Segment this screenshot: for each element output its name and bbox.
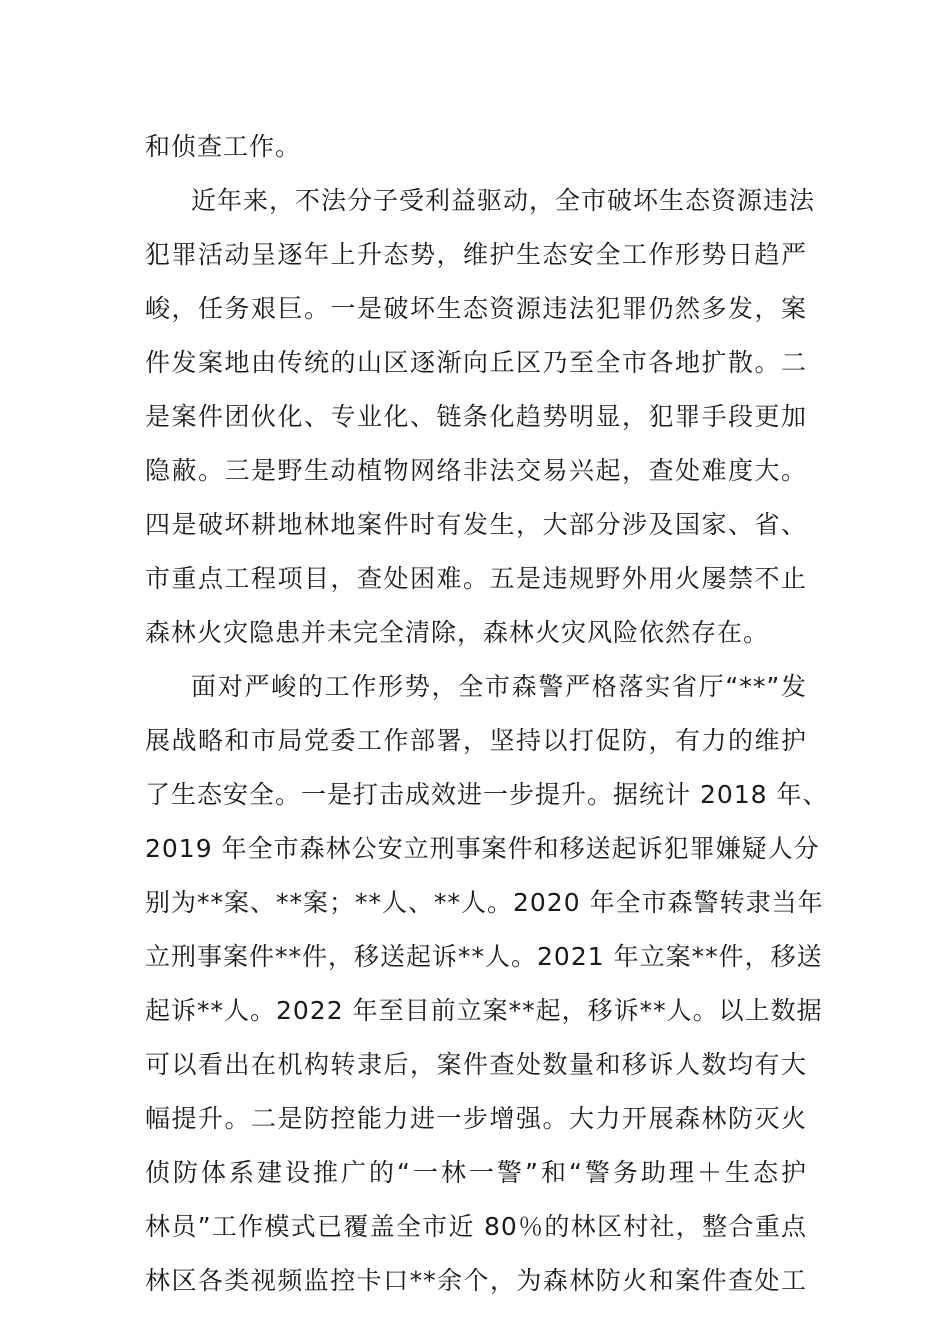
- text-line: 和侦查工作。: [145, 132, 302, 161]
- text-line: 是案件团伙化、专业化、链条化趋势明显，犯罪手段更加: [145, 402, 807, 431]
- text-line: 侦防体系建设推广的“一林一警”和“警务助理＋生态护: [145, 1158, 807, 1187]
- text-line: 四是破坏耕地林地案件时有发生，大部分涉及国家、省、: [145, 510, 807, 539]
- text-line: 林区各类视频监控卡口**余个，为森林防火和案件查处工: [145, 1266, 807, 1295]
- text-line: 展战略和市局党委工作部署，坚持以打促防，有力的维护: [145, 726, 807, 755]
- text-line: 隐蔽。三是野生动植物网络非法交易兴起，查处难度大。: [145, 456, 807, 485]
- paragraph-first-line: 面对严峻的工作形势，全市森警严格落实省厅“**”发: [191, 672, 807, 701]
- text-line: 市重点工程项目，查处困难。五是违规野外用火屡禁不止: [145, 564, 807, 593]
- text-line: 森林火灾隐患并未完全清除，森林火灾风险依然存在。: [145, 618, 770, 647]
- text-line: 幅提升。二是防控能力进一步增强。大力开展森林防灭火: [145, 1104, 807, 1133]
- text-line: 起诉**人。2022 年至目前立案**起，移诉**人。以上数据: [145, 996, 823, 1025]
- document-body: [145, 120, 829, 1308]
- text-line: 林员”工作模式已覆盖全市近 80％的林区村社，整合重点: [145, 1212, 807, 1241]
- text-line: 可以看出在机构转隶后，案件查处数量和移诉人数均有大: [145, 1050, 807, 1079]
- text-line: 件发案地由传统的山区逐渐向丘区乃至全市各地扩散。二: [145, 348, 807, 377]
- text-line: 别为**案、**案；**人、**人。2020 年全市森警转隶当年: [145, 888, 824, 917]
- text-line: 犯罪活动呈逐年上升态势，维护生态安全工作形势日趋严: [145, 240, 807, 269]
- text-line: 峻，任务艰巨。一是破坏生态资源违法犯罪仍然多发，案: [145, 294, 807, 323]
- text-line: 了生态安全。一是打击成效进一步提升。据统计 2018 年、: [145, 780, 829, 809]
- text-line: 立刑事案件**件，移送起诉**人。2021 年立案**件，移送: [145, 942, 823, 971]
- paragraph-first-line: 近年来，不法分子受利益驱动，全市破坏生态资源违法: [191, 186, 816, 215]
- text-line: 2019 年全市森林公安立刑事案件和移送起诉犯罪嫌疑人分: [145, 834, 820, 863]
